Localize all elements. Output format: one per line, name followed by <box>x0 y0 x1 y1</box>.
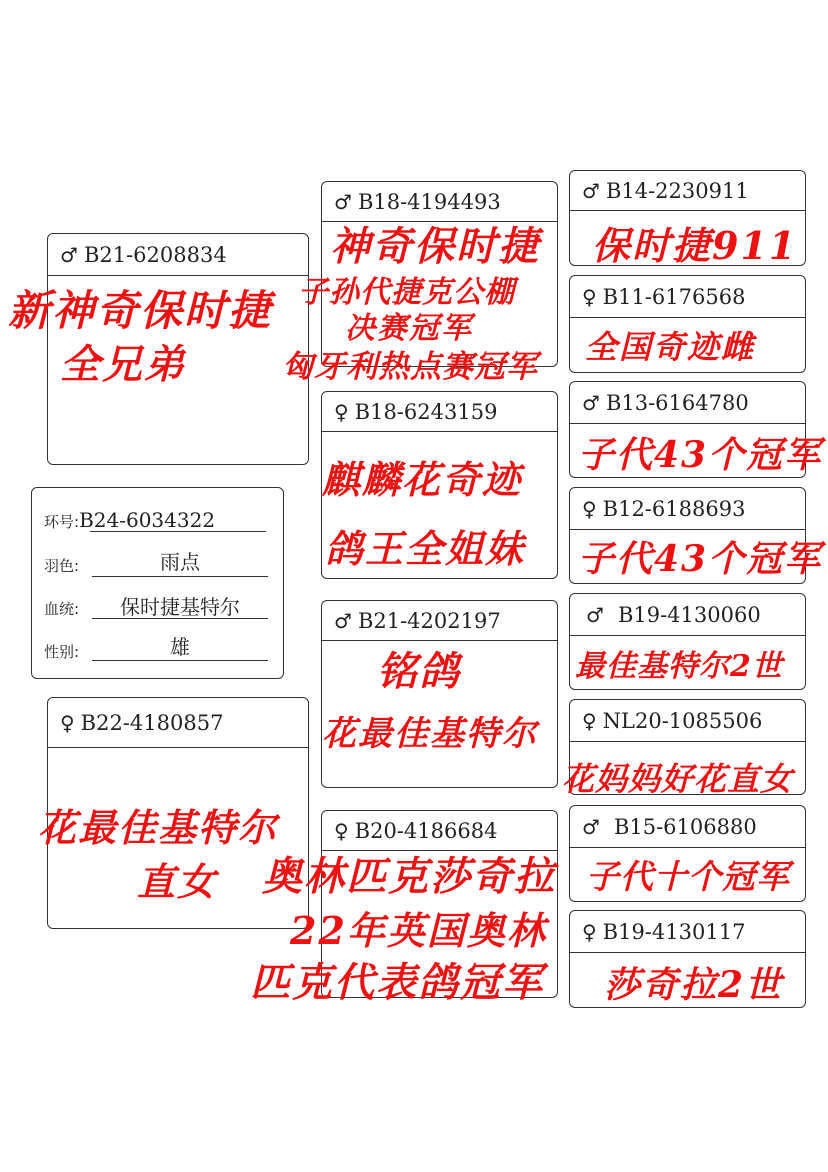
info-card <box>31 487 284 679</box>
annotation: 匈牙利热点赛冠军 <box>282 349 538 385</box>
ring-number: B19-4130117 <box>602 919 746 944</box>
female-symbol-icon: ♀ <box>582 708 597 733</box>
card-header <box>48 698 308 748</box>
ring-number: B21-6208834 <box>83 242 227 267</box>
color-value: 雨点 <box>160 550 200 574</box>
card-header <box>322 182 557 222</box>
ring-number: B20-4186684 <box>354 818 498 843</box>
ring-number: B13-6164780 <box>605 390 749 415</box>
female-symbol-icon: ♀ <box>582 284 597 309</box>
ring-number: B15-6106880 <box>613 814 757 839</box>
annotation: 花最佳基特尔 <box>38 805 279 850</box>
bloodline-row <box>44 598 79 619</box>
annotation: 神奇保时捷 <box>330 223 540 270</box>
male-symbol-icon: ♂ <box>582 814 600 839</box>
ring-number: B12-6188693 <box>602 496 746 521</box>
card-header <box>48 234 308 276</box>
ring-number: NL20-1085506 <box>602 708 763 733</box>
annotation: 全兄弟 <box>60 341 186 388</box>
card-header <box>322 392 557 432</box>
ring-row <box>44 508 215 532</box>
female-symbol-icon: ♀ <box>334 818 349 843</box>
annotation: 子代十个冠军 <box>586 857 790 896</box>
annotation: 麒麟花奇迹 <box>322 457 523 502</box>
annotation: 最佳基特尔2世 <box>575 649 783 684</box>
color-label: 羽色: <box>44 557 80 575</box>
ring-number: B14-2230911 <box>605 178 749 203</box>
ring-value: B24-6034322 <box>79 508 216 532</box>
annotation: 奥林匹克莎奇拉 <box>262 853 556 900</box>
bloodline-label: 血统: <box>44 600 80 618</box>
annotation: 子代43个冠军 <box>578 538 823 580</box>
male-symbol-icon: ♂ <box>334 189 352 214</box>
female-symbol-icon: ♀ <box>334 399 349 424</box>
card-header <box>570 700 805 742</box>
sex-value: 雄 <box>170 635 190 659</box>
sex-row <box>44 641 79 662</box>
annotation: 花妈妈好花直女 <box>562 760 794 798</box>
female-symbol-icon: ♀ <box>582 919 597 944</box>
annotation: 保时捷911 <box>592 223 798 268</box>
sex-underline <box>92 660 268 661</box>
sex-label: 性别: <box>44 643 80 661</box>
card-header <box>570 594 805 636</box>
annotation: 22年英国奥林 <box>290 908 547 953</box>
card-header <box>570 171 805 211</box>
card-header <box>570 806 805 848</box>
card-header <box>570 488 805 530</box>
annotation: 全国奇迹雌 <box>585 328 756 366</box>
ring-number: B18-6243159 <box>354 399 498 424</box>
ring-number: B11-6176568 <box>602 284 746 309</box>
male-symbol-icon: ♂ <box>586 602 604 627</box>
ring-number: B18-4194493 <box>357 189 501 214</box>
annotation: 匹克代表鸽冠军 <box>250 959 544 1006</box>
male-symbol-icon: ♂ <box>60 242 78 267</box>
ring-underline <box>90 531 266 532</box>
ring-label: 环号: <box>44 513 80 531</box>
annotation: 决赛冠军 <box>345 311 473 346</box>
annotation: 直女 <box>137 859 218 904</box>
male-symbol-icon: ♂ <box>582 178 600 203</box>
ring-number: B22-4180857 <box>80 710 224 735</box>
female-symbol-icon: ♀ <box>60 710 75 735</box>
color-underline <box>92 576 268 577</box>
annotation: 新神奇保时捷 <box>8 286 273 335</box>
annotation: 莎奇拉2世 <box>604 964 784 1006</box>
male-symbol-icon: ♂ <box>334 608 352 633</box>
bloodline-underline <box>92 618 268 619</box>
card-header <box>322 811 557 851</box>
annotation: 子代43个冠军 <box>578 434 823 476</box>
card-header <box>570 276 805 318</box>
annotation: 铭鸽 <box>377 648 461 695</box>
card-header <box>570 382 805 424</box>
annotation: 鸽王全姐妹 <box>325 526 526 571</box>
card-header <box>570 911 805 953</box>
color-row <box>44 555 79 576</box>
ring-number: B21-4202197 <box>357 608 501 633</box>
card-header <box>322 601 557 641</box>
annotation: 花最佳基特尔 <box>322 714 538 754</box>
female-symbol-icon: ♀ <box>582 496 597 521</box>
male-symbol-icon: ♂ <box>582 390 600 415</box>
bloodline-value: 保时捷基特尔 <box>120 595 240 619</box>
ring-number: B19-4130060 <box>617 602 761 627</box>
annotation: 子孙代捷克公棚 <box>298 275 515 310</box>
